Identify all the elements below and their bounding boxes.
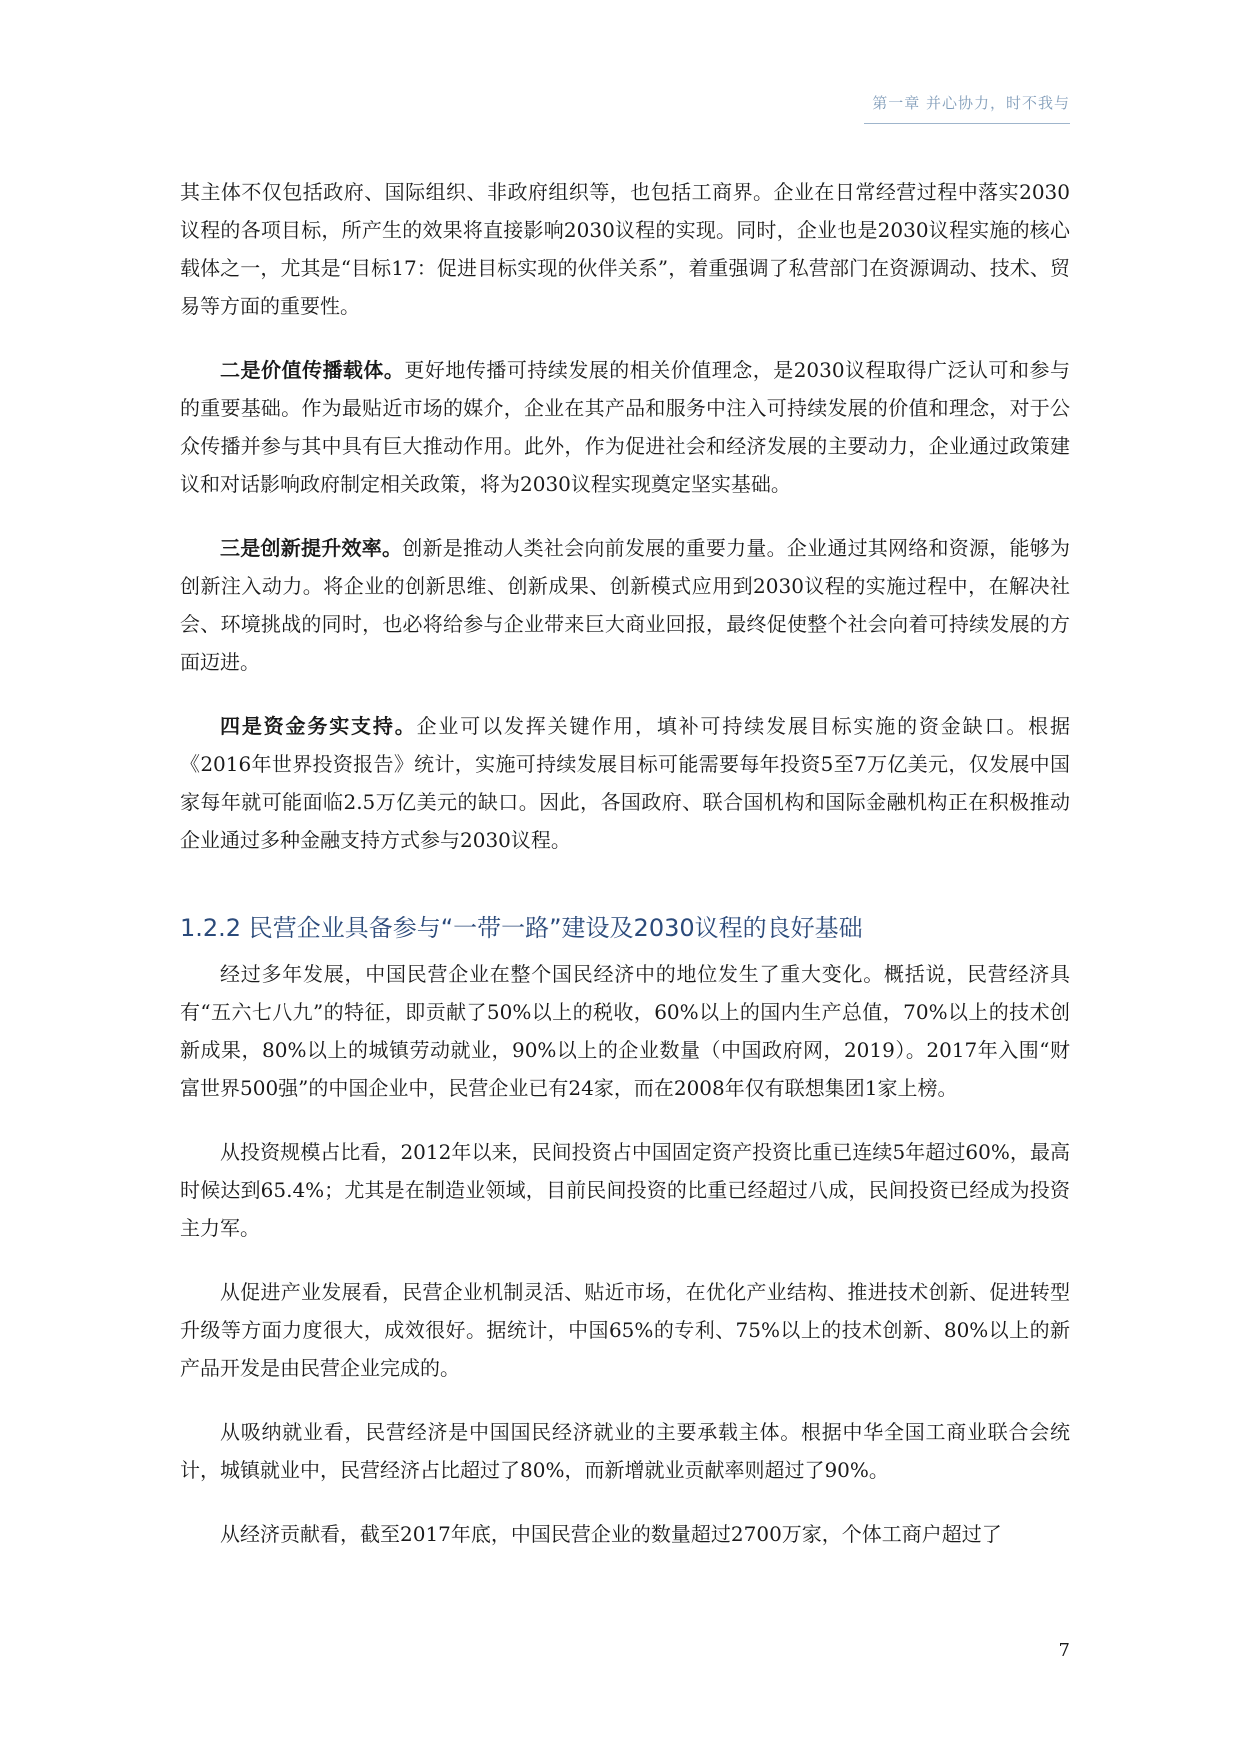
paragraph-9: 从经济贡献看，截至2017年底，中国民营企业的数量超过2700万家，个体工商户超过了: [220, 1522, 1002, 1546]
paragraph-4: [180, 707, 1070, 859]
paragraph-1: 其主体不仅包括政府、国际组织、非政府组织等，也包括工商界。企业在日常经营过程中落实2030议程的各项目标，所产生的效果将直接影响2030议程的实现。同时，企业也是2030议程实施的核心载体之一，尤其是“目标17：促进目标实现的伙伴关系”，着重强调了私营部门在资源调动、技术、贸易等方面的重要性。: [180, 180, 1070, 318]
paragraph-2-lead: 二是价值传播载体。: [220, 358, 405, 382]
page-number: 7: [1058, 1640, 1070, 1661]
paragraph-8: 从吸纳就业看，民营经济是中国国民经济就业的主要承载主体。根据中华全国工商业联合会统计，城镇就业中，民营经济占比超过了80%，而新增就业贡献率则超过了90%。: [180, 1420, 1070, 1482]
paragraph-3-text: 创新是推动人类社会向前发展的重要力量。企业通过其网络和资源，能够为创新注入动力。将企业的创新思维、创新成果、创新模式应用到2030议程的实施过程中，在解决社会、环境挑战的同时，也必将给参与企业带来巨大商业回报，最终促使整个社会向着可持续发展的方面迈进。: [180, 536, 1071, 674]
paragraph-7: 从促进产业发展看，民营企业机制灵活、贴近市场，在优化产业结构、推进技术创新、促进转型升级等方面力度很大，成效很好。据统计，中国65%的专利、75%以上的技术创新、80%以上的新产品开发是由民营企业完成的。: [180, 1280, 1070, 1380]
paragraph-3: [180, 529, 1070, 681]
paragraph-4-lead: 四是资金务实支持。: [220, 714, 417, 738]
paragraph-5: 经过多年发展，中国民营企业在整个国民经济中的地位发生了重大变化。概括说，民营经济具有“五六七八九”的特征，即贡献了50%以上的税收，60%以上的国内生产总值，70%以上的技术创新成果，80%以上的城镇劳动就业，90%以上的企业数量（中国政府网，2019）。2017年入围“财富世界500强”的中国企业中，民营企业已有24家，而在2008年仅有联想集团1家上榜。: [180, 962, 1070, 1100]
paragraph-6: 从投资规模占比看，2012年以来，民间投资占中国固定资产投资比重已连续5年超过60%，最高时候达到65.4%；尤其是在制造业领域，目前民间投资的比重已经超过八成，民间投资已经成为投资主力军。: [180, 1140, 1070, 1240]
paragraph-2-text: 更好地传播可持续发展的相关价值理念，是2030议程取得广泛认可和参与的重要基础。作为最贴近市场的媒介，企业在其产品和服务中注入可持续发展的价值和理念，对于公众传播并参与其中具有巨大推动作用。此外，作为促进社会和经济发展的主要动力，企业通过政策建议和对话影响政府制定相关政策，将为2030议程实现奠定坚实基础。: [180, 358, 1070, 496]
paragraph-2: [180, 351, 1070, 503]
paragraph-4-text: 企业可以发挥关键作用，填补可持续发展目标实施的资金缺口。根据《2016年世界投资报告》统计，实施可持续发展目标可能需要每年投资5至7万亿美元，仅发展中国家每年就可能面临2.5万亿美元的缺口。因此，各国政府、联合国机构和国际金融机构正在积极推动企业通过多种金融支持方式参与2030议程。: [180, 714, 1071, 852]
section-heading: 1.2.2 民营企业具备参与“一带一路”建设及2030议程的良好基础: [180, 914, 863, 942]
running-header: 第一章 并心协力，时不我与: [872, 94, 1070, 112]
header-rule: [864, 123, 1070, 124]
page-body: [180, 173, 1070, 1553]
paragraph-3-lead: 三是创新提升效率。: [220, 536, 403, 560]
